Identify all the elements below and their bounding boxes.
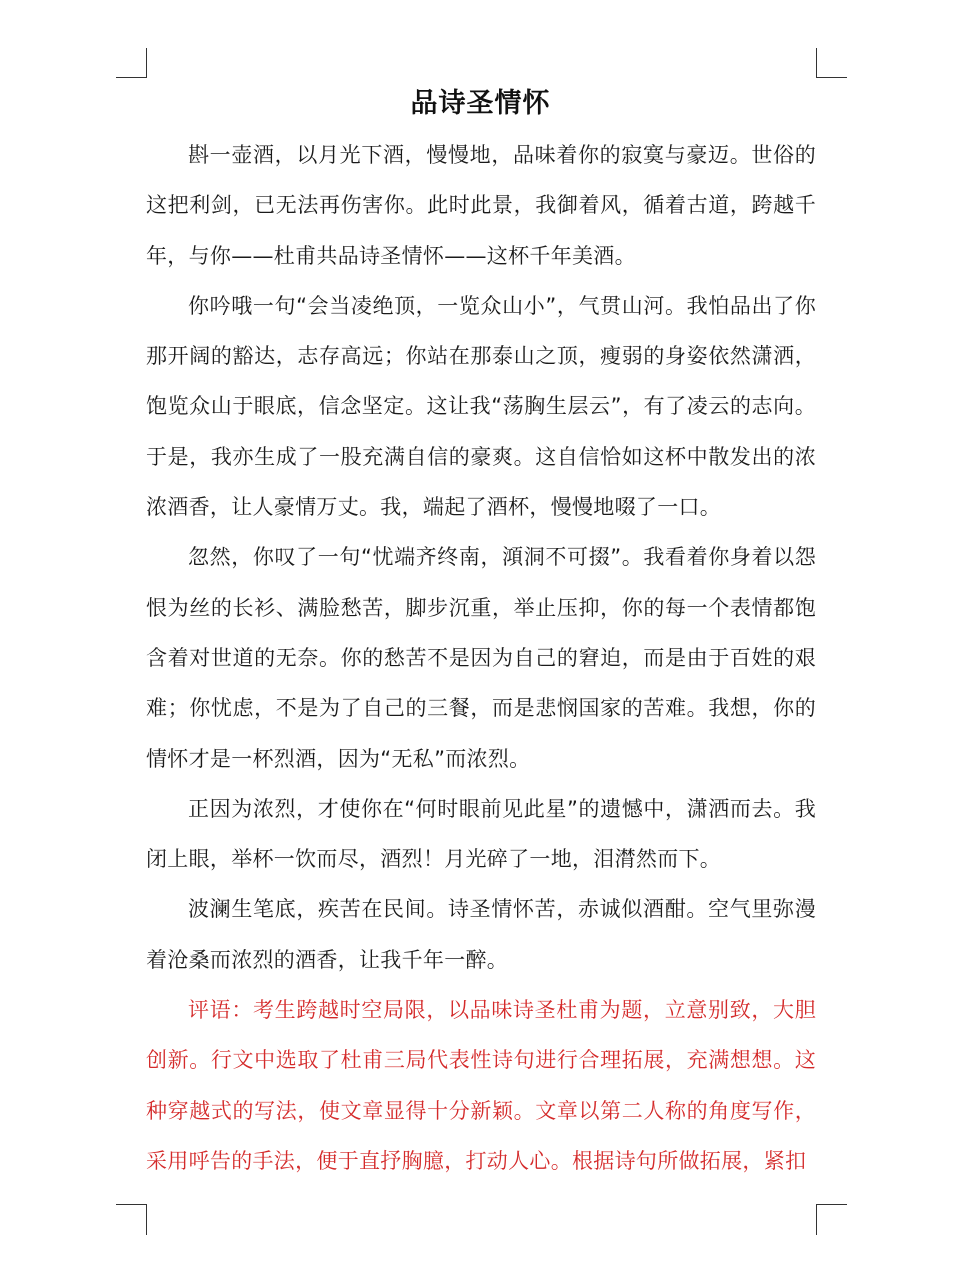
- document-title: 品诗圣情怀: [410, 88, 551, 119]
- essay-body: [146, 130, 816, 1186]
- paragraph-3: 忽然，你叹了一句“忧端齐终南，澒洞不可掇”。我看着你身着以怨恨为丝的长衫、满脸愁苦，脚步沉重，举止压抑，你的每一个表情都饱含着对世道的无奈。你的愁苦不是因为自己的窘迫，而是由于百姓的艰难；你忧虑，不是为了自己的三餐，而是悲悯国家的苦难。我想，你的情怀才是一杯烈酒，因为“无私”而浓烈。: [146, 545, 816, 771]
- paragraph-1: 斟一壶酒，以月光下酒，慢慢地，品味着你的寂寞与豪迈。世俗的这把利剑，已无法再伤害你。此时此景，我御着风，循着古道，跨越千年，与你——杜甫共品诗圣情怀——这杯千年美酒。: [146, 143, 816, 268]
- paragraph-4: 正因为浓烈，才使你在“何时眼前见此星”的遗憾中，潇洒而去。我闭上眼，举杯一饮而尽，酒烈！月光碎了一地，泪潸然而下。: [146, 796, 816, 872]
- paragraph-2: 你吟哦一句“会当凌绝顶，一览众山小”，气贯山河。我怕品出了你那开阔的豁达，志存高远；你站在那泰山之顶，瘦弱的身姿依然潇洒，饱览众山于眼底，信念坚定。这让我“荡胸生层云”，有了凌云的志向。于是，我亦生成了一股充满自信的豪爽。这自信恰如这杯中散发出的浓浓酒香，让人豪情万丈。我，端起了酒杯，慢慢地啜了一口。: [146, 293, 816, 520]
- crop-mark-top-right: [816, 48, 847, 78]
- paragraph-5: 波澜生笔底，疾苦在民间。诗圣情怀苦，赤诚似酒酣。空气里弥漫着沧桑而浓烈的酒香，让我千年一醉。: [146, 897, 816, 972]
- teacher-comment: 评语：考生跨越时空局限，以品味诗圣杜甫为题，立意别致，大胆创新。行文中选取了杜甫三局代表性诗句进行合理拓展，充满想想。这种穿越式的写法，使文章显得十分新颖。文章以第二人称的角度写作，采用呼告的手法，便于直抒胸臆，打动人心。根据诗句所做拓展，紧扣: [146, 998, 816, 1173]
- crop-mark-bottom-right: [816, 1204, 847, 1235]
- crop-mark-bottom-left: [116, 1204, 147, 1235]
- crop-mark-top-left: [116, 48, 147, 78]
